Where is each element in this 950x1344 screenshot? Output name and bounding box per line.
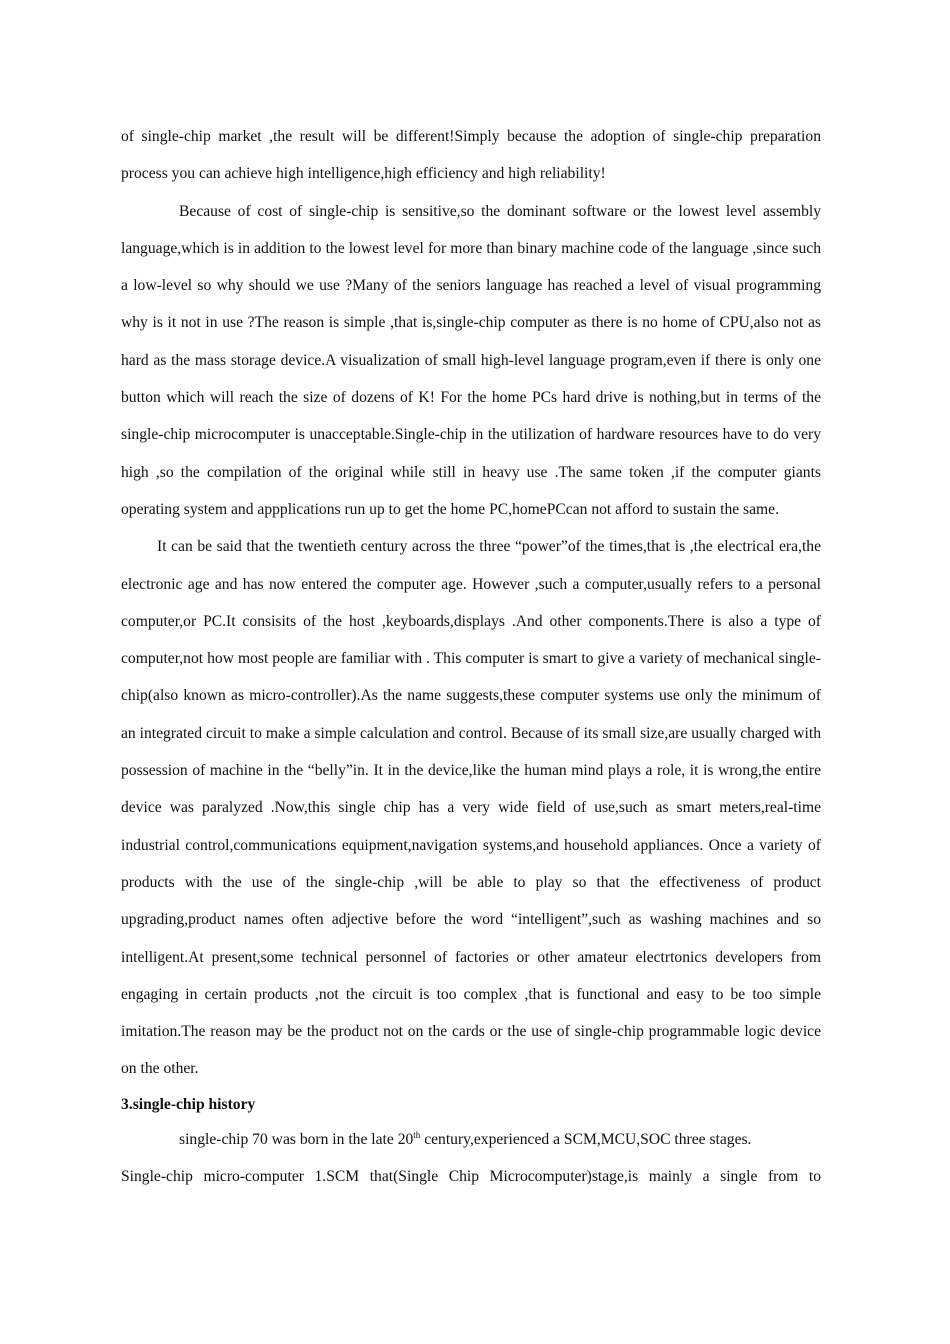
paragraph-assembly-language: Because of cost of single-chip is sensitive,so the dominant software or the lowest level assembly language,which is in addition to the lowest level for more than binary machine code of the language ,since such a low-level so why should we use ?Many of the seniors language has reached a level of visual programming why is it not in use ?The reason is simple ,that is,single-chip computer as there is no home of CPU,also not as hard as the mass storage device.A visualization of small high-level language program,even if there is only one button which will reach the size of dozens of K! For the home PCs hard drive is nothing,but in terms of the single-chip microcomputer is unacceptable.Single-chip in the utilization of hardware resources have to do very high ,so the compilation of the original while still in heavy use .The same token ,if the computer giants operating system and appplications run up to get the home PC,homePCcan not afford to sustain the same. bbox=[121, 202, 821, 518]
history-line-1 bbox=[121, 1121, 821, 1158]
ordinal-superscript: th bbox=[413, 1129, 421, 1140]
history-line-1-rest: century,experienced a SCM,MCU,SOC three stages. bbox=[420, 1130, 752, 1148]
section-heading: 3.single-chip history bbox=[121, 1095, 256, 1113]
paragraph-continuation: of single-chip market ,the result will be different!Simply because the adoption of single-chip preparation process you can achieve high intelligence,high efficiency and high reliability! bbox=[121, 128, 821, 183]
history-line-1-text: single-chip 70 was born in the late 20 bbox=[179, 1130, 414, 1148]
document-page bbox=[121, 118, 821, 1195]
paragraph-computer-age: It can be said that the twentieth century across the three “power”of the times,that is ,the electrical era,the electronic age and has now entered the computer age. However ,such a computer,usually refers to a personal computer,or PC.It consisits of the host ,keyboards,displays .And other components.There is also a type of computer,not how most people are familiar with . This computer is smart to give a variety of mechanical single-chip(also known as micro-controller).As the name suggests,these computer systems use only the minimum of an integrated circuit to make a simple calculation and control. Because of its small size,are usually charged with possession of machine in the “belly”in. It in the device,like the human mind plays a role, it is wrong,the entire device was paralyzed .Now,this single chip has a very wide field of use,such as smart meters,real-time industrial control,communications equipment,navigation systems,and household appliances. Once a variety of products with the use of the single-chip ,will be able to play so that the effectiveness of product upgrading,product names often adjective before the word “intelligent”,such as washing machines and so intelligent.At present,some technical personnel of factories or other amateur electrtonics developers from engaging in certain products ,not the circuit is too complex ,that is functional and easy to be too simple imitation.The reason may be the product not on the cards or the use of single-chip programmable logic device on the other. bbox=[121, 538, 821, 1078]
history-line-2: Single-chip micro-computer 1.SCM that(Single Chip Microcomputer)stage,is mainly a single from to bbox=[121, 1167, 821, 1185]
